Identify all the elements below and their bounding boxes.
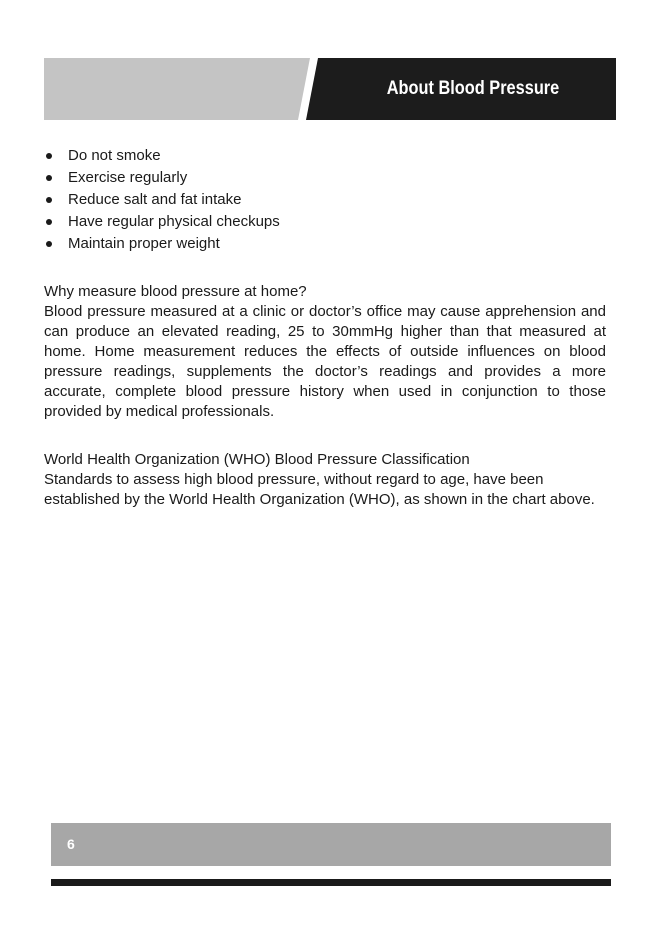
bullet-icon [46,219,52,225]
bullet-icon [46,153,52,159]
list-item [44,189,280,211]
page-title: About Blood Pressure [386,78,560,99]
page-number: 6 [67,836,75,852]
header-banner [44,58,616,120]
who-classification-section [44,450,606,510]
list-item [44,167,280,189]
list-item [44,145,280,167]
list-item-text: Do not smoke [68,147,161,164]
footer-bar [51,823,611,866]
lifestyle-bullet-list [44,145,280,255]
bullet-icon [46,197,52,203]
list-item-text: Exercise regularly [68,169,188,186]
list-item [44,233,280,255]
section-heading: Why measure blood pressure at home? [44,283,307,300]
bottom-rule [51,879,611,886]
home-measurement-section [44,282,606,422]
list-item-text: Reduce salt and fat intake [68,191,242,208]
list-item-text: Maintain proper weight [68,235,220,252]
section-heading: World Health Organization (WHO) Blood Pressure Classification [44,451,470,468]
bullet-icon [46,175,52,181]
section-body: Standards to assess high blood pressure, without regard to age, have been established by the World Health Organization (WHO), as shown in the chart above. [44,471,595,508]
header-gray-panel [44,58,310,120]
list-item [44,211,280,233]
section-body: Blood pressure measured at a clinic or doctor’s office may cause apprehension and can produce an elevated reading, 25 to 30mmHg higher than that measured at home. Home measurement reduces the effects of outside influences on blood pressure readings, supplements the doctor’s readings and provides a more accurate, complete blood pressure history when used in conjunction to those provided by medical professionals. [44,303,606,420]
bullet-icon [46,241,52,247]
list-item-text: Have regular physical checkups [68,213,280,230]
